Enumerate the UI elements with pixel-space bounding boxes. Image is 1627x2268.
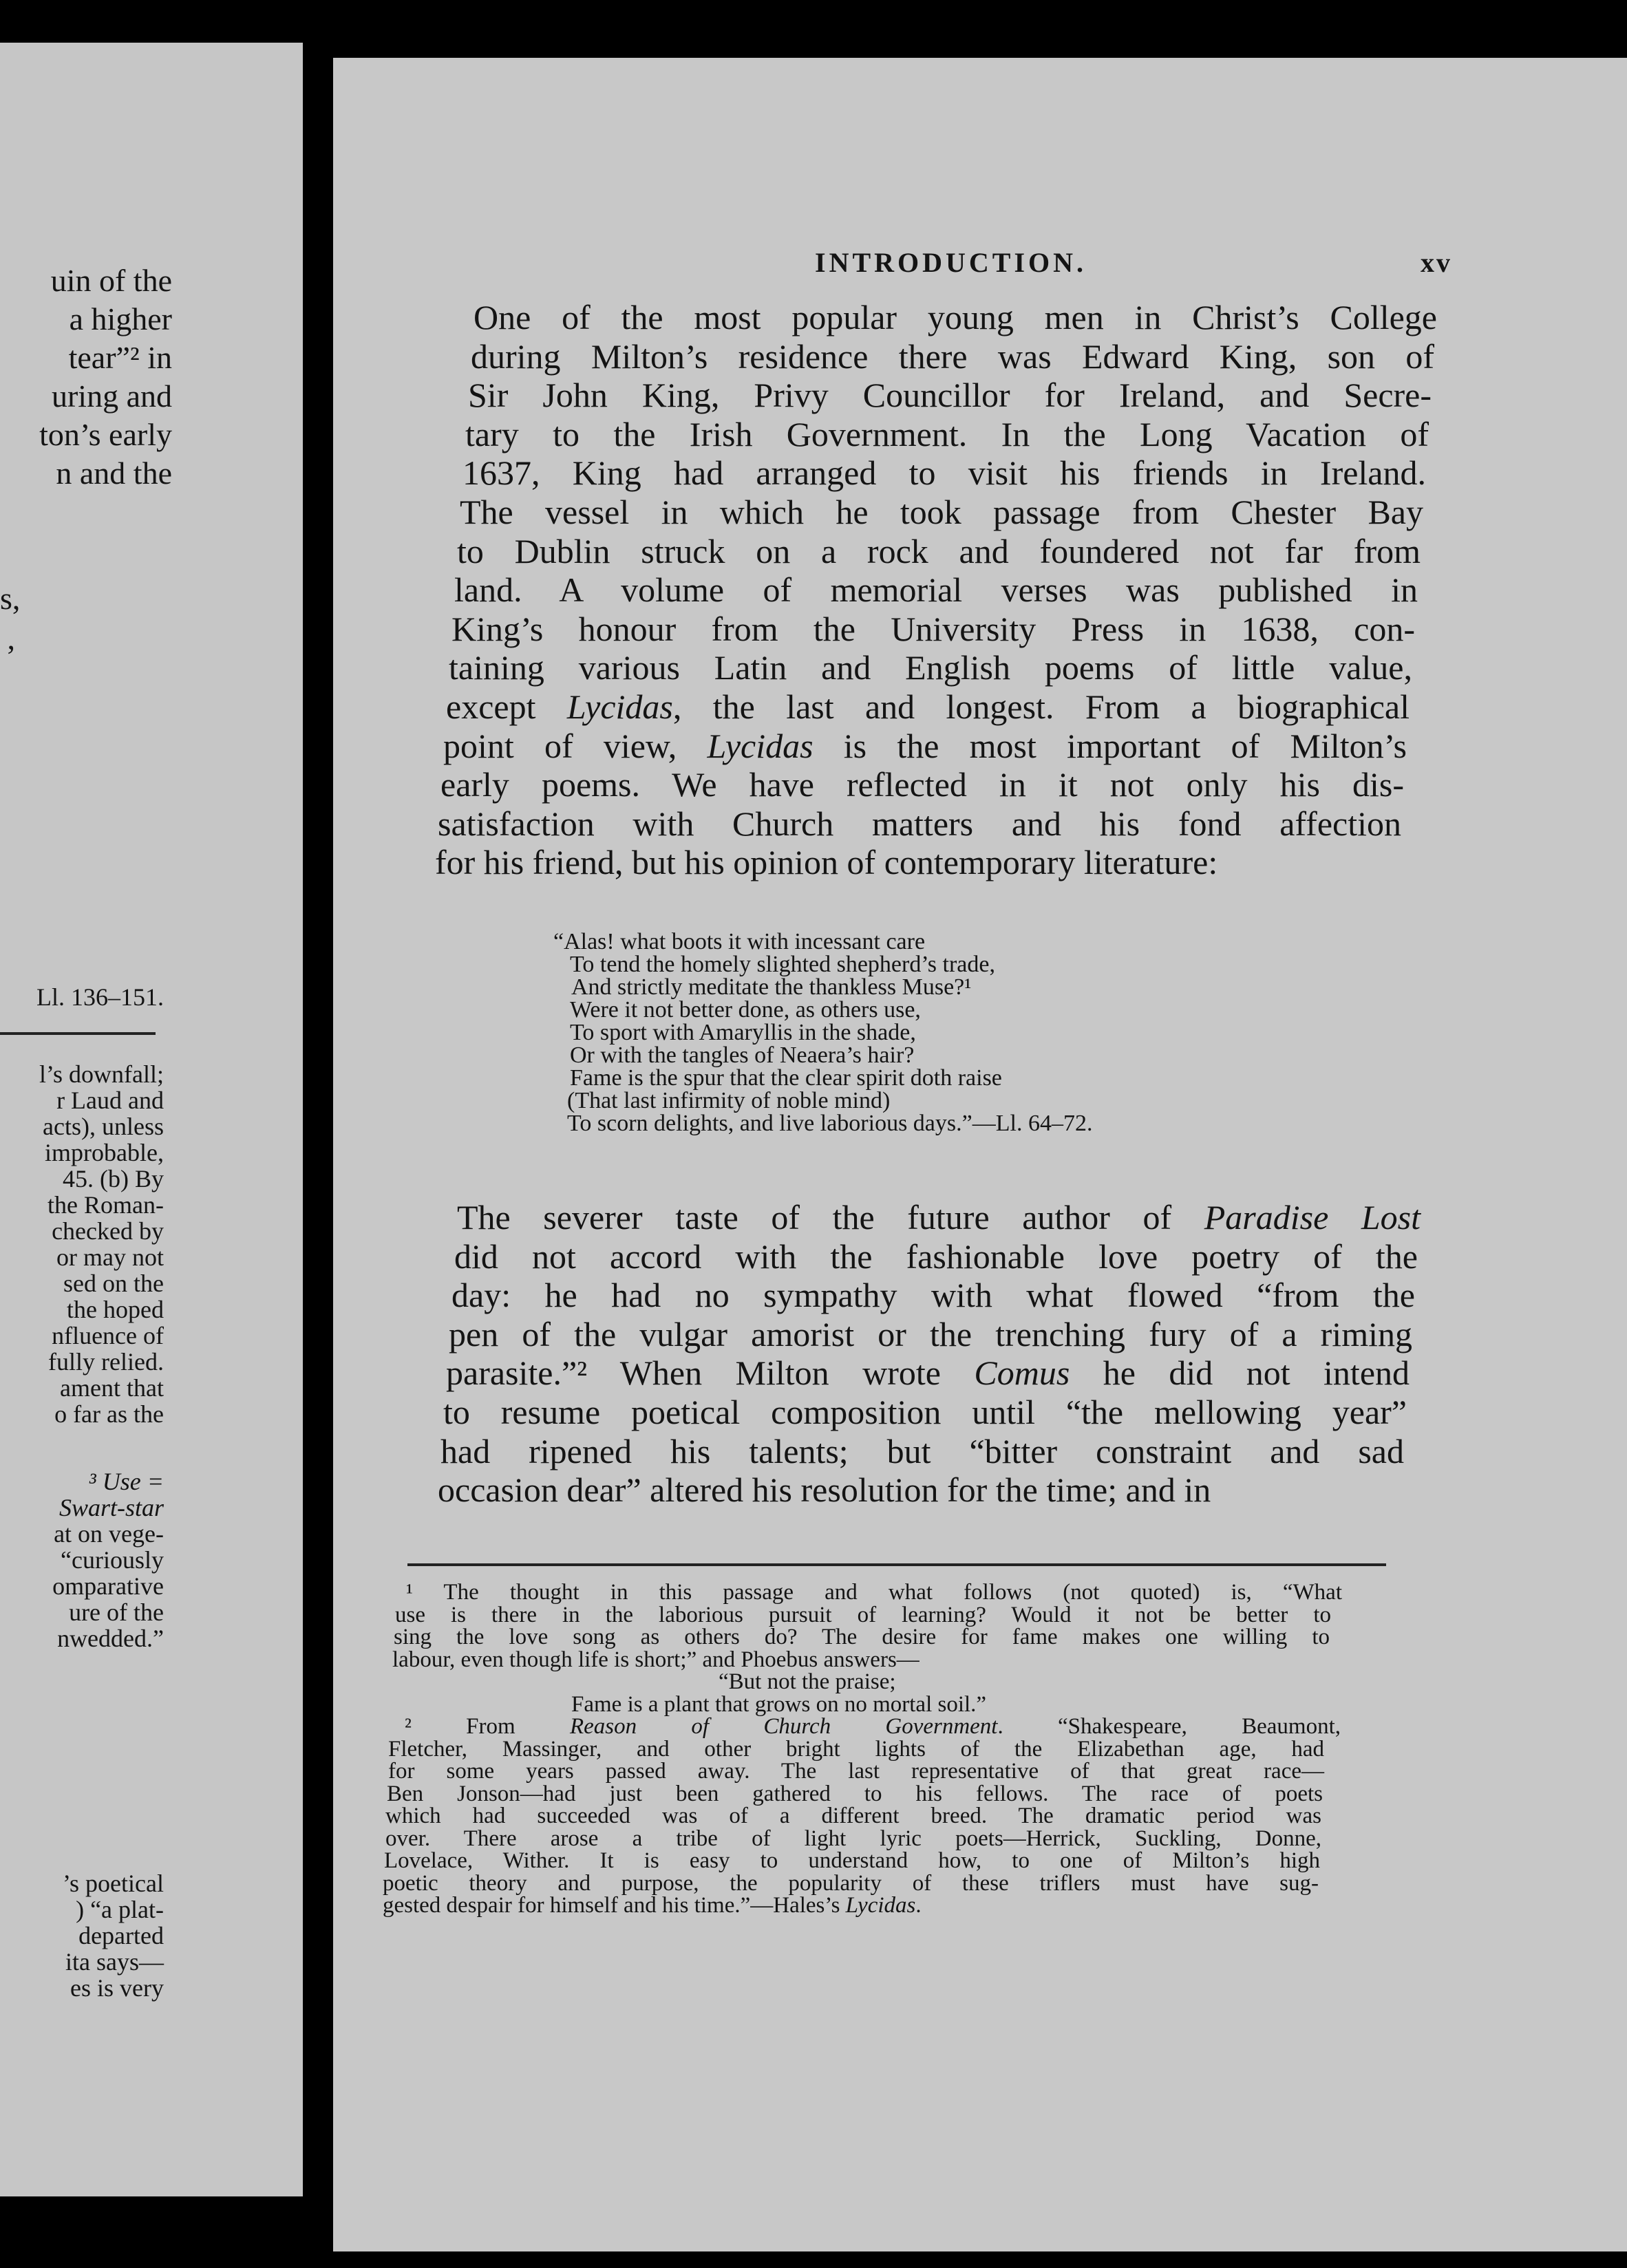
footnote-line: gested despair for himself and his time.”—Hales’s Lycidas. — [383, 1893, 922, 1918]
fragment-mark: s, — [0, 581, 21, 616]
note-line: the Roman- — [47, 1191, 164, 1219]
fragment-line: ton’s early — [39, 417, 172, 452]
verse-line: To sport with Amaryllis in the shade, — [570, 1020, 916, 1045]
note-line: checked by — [52, 1217, 164, 1245]
fragment-line: uin of the — [50, 263, 172, 298]
body-text-line: satisfaction with Church matters and his fond affection — [438, 804, 1401, 843]
body-text-line: point of view, Lycidas is the most important of Milton’s — [443, 726, 1407, 765]
note-line: ure of the — [69, 1598, 164, 1626]
note-line: es is very — [70, 1974, 164, 2002]
note-line: ³ Use = — [88, 1468, 164, 1495]
body-text-line: to resume poetical composition until “the mellowing year” — [443, 1393, 1407, 1431]
footnote-line: Ben Jonson—had just been gathered to his fellows. The race of poets — [387, 1781, 1323, 1806]
body-text-line: land. A volume of memorial verses was published in — [454, 570, 1418, 610]
fragment-line: n and the — [56, 456, 172, 491]
running-head: INTRODUCTION. — [815, 247, 1087, 278]
verse-line: “Alas! what boots it with incessant care — [553, 929, 926, 954]
note-line: acts), unless — [43, 1113, 164, 1140]
body-text-line: pen of the vulgar amorist or the trenching fury of a riming — [449, 1314, 1412, 1354]
note-line: or may not — [56, 1243, 164, 1271]
body-text-line: The severer taste of the future author of Paradise Lost — [457, 1198, 1421, 1237]
footnote-line: sing the love song as others do? The desire for fame makes one willing to — [394, 1625, 1330, 1649]
body-text-line: early poems. We have reflected in it not only his dis- — [440, 765, 1404, 804]
body-text-line: taining various Latin and English poems of little value, — [449, 648, 1412, 687]
body-text-line: had ripened his talents; but “bitter constraint and sad — [440, 1431, 1404, 1470]
note-line: o far as the — [54, 1400, 164, 1428]
verse-line: And strictly meditate the thankless Muse?¹ — [571, 974, 972, 1000]
note-line: improbable, — [45, 1139, 164, 1166]
verse-line: Were it not better done, as others use, — [570, 997, 921, 1023]
fragment-line: tear”² in — [68, 340, 172, 375]
note-line: sed on the — [63, 1270, 164, 1297]
note-line: l’s downfall; — [39, 1060, 164, 1088]
note-line: Swart-star — [59, 1494, 164, 1521]
body-text-line: Sir John King, Privy Councillor for Ireland, and Secre- — [468, 376, 1432, 415]
fragment-mark: , — [7, 621, 15, 656]
note-line: omparative — [52, 1572, 164, 1600]
note-line: ’s poetical — [63, 1870, 164, 1897]
footnote-line: Lovelace, Wither. It is easy to understand how, to one of Milton’s high — [384, 1848, 1320, 1873]
verse-line: To tend the homely slighted shepherd’s trade, — [570, 952, 995, 977]
body-text-line: King’s honour from the University Press in 1638, con- — [451, 609, 1415, 648]
verse-line: To scorn delights, and live laborious days.”—Ll. 64–72. — [567, 1111, 1093, 1136]
note-line: fully relied. — [48, 1348, 164, 1376]
footnote-line: which had succeeded was of a different breed. The dramatic period was — [385, 1804, 1321, 1828]
body-text-line: for his friend, but his opinion of contemporary literature: — [435, 843, 1218, 882]
footnote-line: “But not the praise; — [719, 1669, 896, 1694]
note-line: at on vege- — [54, 1520, 164, 1548]
body-text-line: tary to the Irish Government. In the Long Vacation of — [465, 414, 1429, 453]
note-line: ita says— — [65, 1948, 164, 1976]
body-text-line: 1637, King had arranged to visit his friends in Ireland. — [462, 453, 1426, 493]
verse-line: Fame is the spur that the clear spirit doth raise — [570, 1065, 1002, 1091]
verse-line: (That last infirmity of noble mind) — [567, 1088, 891, 1113]
body-text-line: occasion dear” altered his resolution for the time; and in — [438, 1470, 1211, 1510]
note-line: 45. (b) By — [63, 1165, 164, 1192]
footnote-line: ¹ The thought in this passage and what follows (not quoted) is, “What — [406, 1580, 1342, 1605]
fragment-line: a higher — [69, 301, 172, 336]
book-page — [333, 58, 1627, 2251]
note-line: departed — [78, 1922, 164, 1949]
note-line: nfluence of — [52, 1322, 164, 1349]
body-text-line: during Milton’s residence there was Edward King, son of — [471, 336, 1434, 376]
note-line: r Laud and — [56, 1087, 164, 1114]
fragment-line: uring and — [51, 378, 172, 414]
body-text-line: parasite.”² When Milton wrote Comus he did not intend — [446, 1354, 1410, 1393]
footnote-line: use is there in the laborious pursuit of learning? Would it not be better to — [395, 1602, 1331, 1627]
note-line: ament that — [60, 1374, 164, 1402]
note-line: nwedded.” — [57, 1625, 164, 1652]
footnote-line: Fame is a plant that grows on no mortal soil.” — [571, 1691, 987, 1717]
note-line: ) “a plat- — [76, 1896, 164, 1923]
footnote-line: ² From Reason of Church Government. “Shakespeare, Beaumont, — [405, 1714, 1341, 1739]
left-page-fragment — [0, 43, 303, 2196]
footnote-line: for some years passed away. The last representative of that great race— — [388, 1759, 1324, 1784]
note-line: the hoped — [67, 1296, 164, 1323]
footnote-line: over. There arose a tribe of light lyric poets—Herrick, Suckling, Donne, — [385, 1826, 1321, 1851]
note-line: “curiously — [61, 1546, 164, 1574]
footnote-line: poetic theory and purpose, the popularity of these triflers must have sug- — [383, 1870, 1319, 1896]
footnote-line: labour, even though life is short;” and Phoebus answers— — [392, 1647, 919, 1672]
verse-line: Or with the tangles of Neaera’s hair? — [570, 1042, 915, 1068]
footnote-rule — [407, 1563, 1386, 1566]
body-text-line: except Lycidas, the last and longest. From a biographical — [446, 687, 1410, 726]
body-text-line: did not accord with the fashionable love poetry of the — [454, 1237, 1418, 1276]
body-text-line: day: he had no sympathy with what flowed “from the — [451, 1276, 1415, 1315]
page-number: xv — [1421, 247, 1452, 278]
body-text-line: to Dublin struck on a rock and foundered not far from — [457, 531, 1421, 570]
footnote-line: Fletcher, Massinger, and other bright lights of the Elizabethan age, had — [388, 1736, 1324, 1762]
body-text-line: The vessel in which he took passage from Chester Bay — [460, 493, 1423, 531]
divider-rule — [0, 1032, 156, 1035]
body-text-line: One of the most popular young men in Christ’s College — [474, 298, 1437, 336]
line-reference: Ll. 136–151. — [36, 983, 164, 1011]
